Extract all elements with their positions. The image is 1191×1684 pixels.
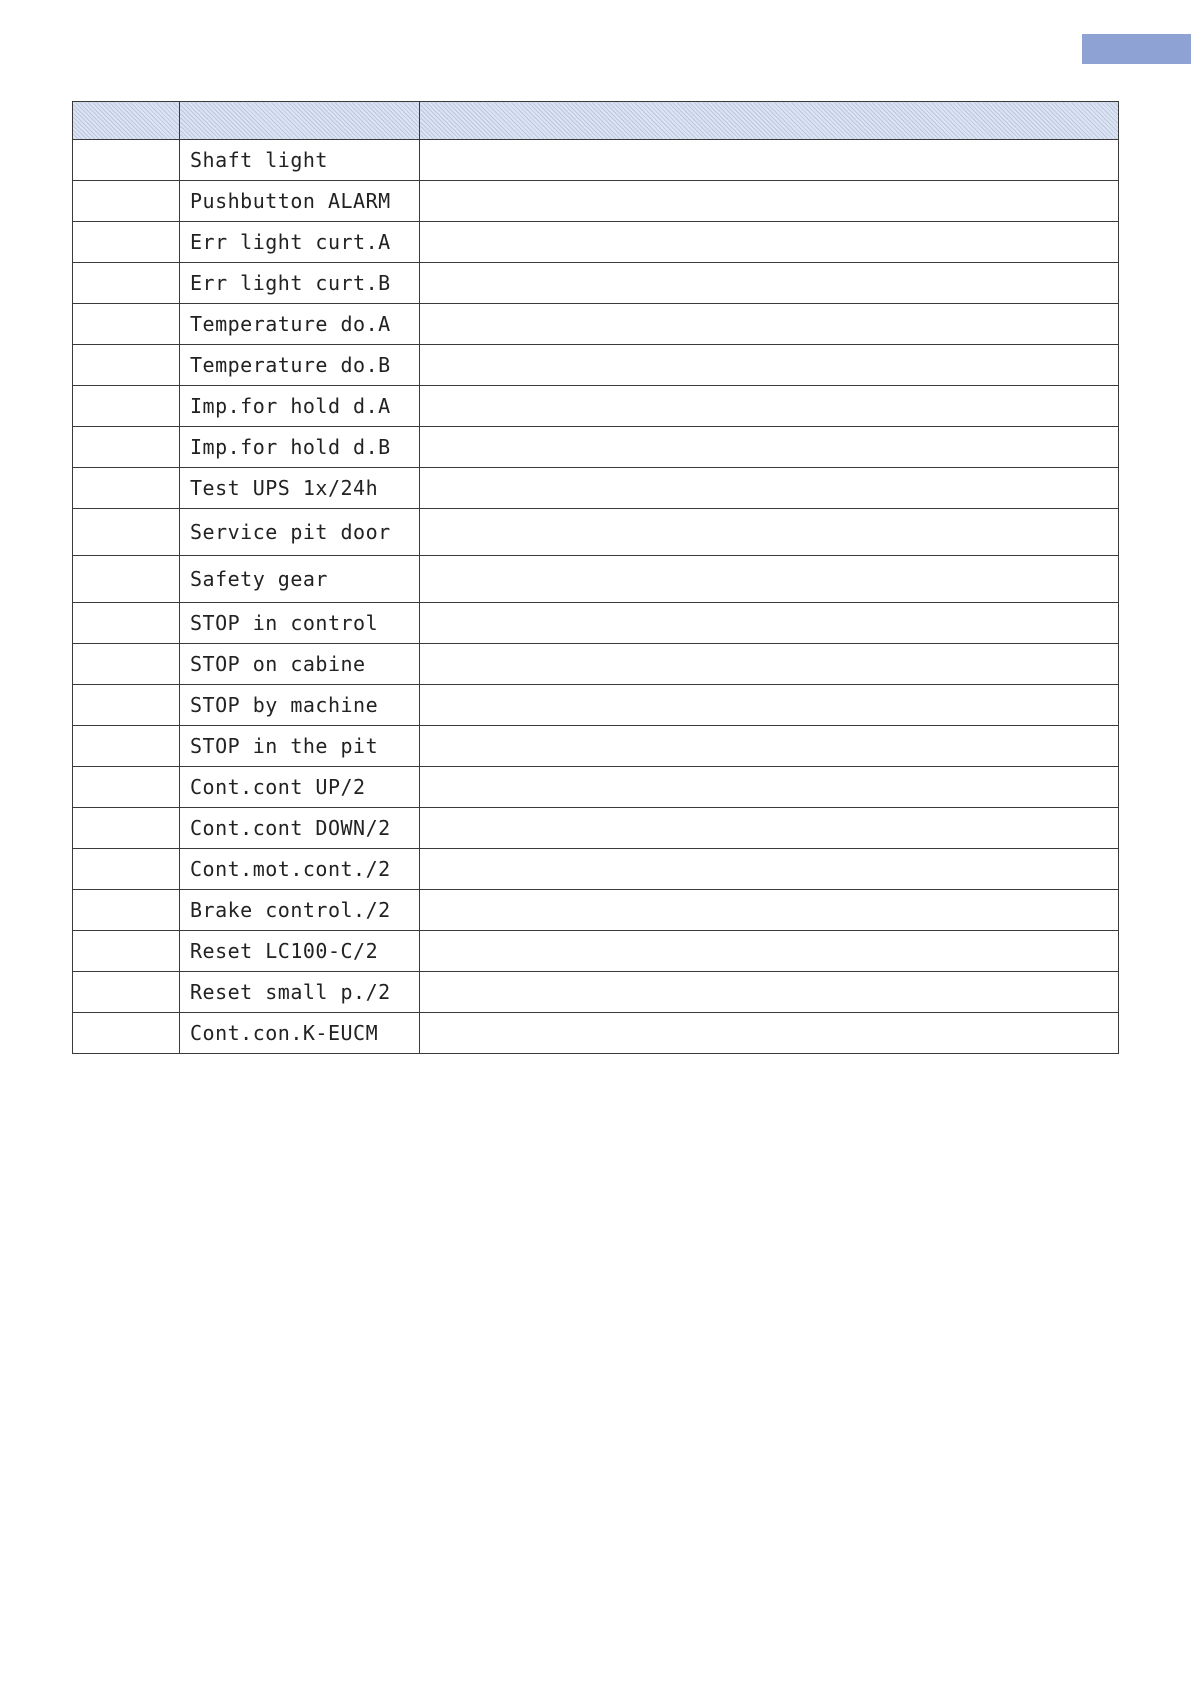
row-number-cell (73, 1013, 180, 1054)
row-description-cell (420, 263, 1119, 304)
table-row (73, 726, 1119, 767)
row-description-cell (420, 685, 1119, 726)
row-description-cell (420, 345, 1119, 386)
row-number-cell (73, 427, 180, 468)
row-number-cell (73, 263, 180, 304)
row-description-cell (420, 726, 1119, 767)
row-number-cell (73, 685, 180, 726)
row-description-cell (420, 181, 1119, 222)
row-name-cell: Imp.for hold d.A (180, 386, 420, 427)
row-number-cell (73, 140, 180, 181)
row-description-cell (420, 222, 1119, 263)
row-number-cell (73, 726, 180, 767)
io-function-table (72, 101, 1119, 1054)
table-row (73, 1013, 1119, 1054)
row-name-cell: Temperature do.A (180, 304, 420, 345)
table-row (73, 556, 1119, 603)
row-name-cell: Service pit door (180, 509, 420, 556)
row-name-cell: Imp.for hold d.B (180, 427, 420, 468)
row-name-cell: Safety gear (180, 556, 420, 603)
row-name-cell: Reset LC100-C/2 (180, 931, 420, 972)
table-row (73, 140, 1119, 181)
row-number-cell (73, 849, 180, 890)
row-name-cell: Pushbutton ALARM (180, 181, 420, 222)
row-number-cell (73, 931, 180, 972)
row-name-cell: Err light curt.A (180, 222, 420, 263)
page-section-tab (1082, 34, 1191, 64)
row-number-cell (73, 181, 180, 222)
row-number-cell (73, 468, 180, 509)
header-cell-number (73, 102, 180, 140)
header-cell-description (420, 102, 1119, 140)
row-description-cell (420, 304, 1119, 345)
row-description-cell (420, 603, 1119, 644)
row-description-cell (420, 849, 1119, 890)
table-row (73, 603, 1119, 644)
row-description-cell (420, 767, 1119, 808)
table-row (73, 808, 1119, 849)
row-name-cell: Temperature do.B (180, 345, 420, 386)
row-description-cell (420, 890, 1119, 931)
table-row (73, 972, 1119, 1013)
row-description-cell (420, 140, 1119, 181)
table-row (73, 427, 1119, 468)
row-number-cell (73, 345, 180, 386)
row-number-cell (73, 222, 180, 263)
row-number-cell (73, 644, 180, 685)
row-name-cell: STOP in the pit (180, 726, 420, 767)
row-name-cell: Test UPS 1x/24h (180, 468, 420, 509)
row-name-cell: Err light curt.B (180, 263, 420, 304)
row-number-cell (73, 603, 180, 644)
row-description-cell (420, 972, 1119, 1013)
row-number-cell (73, 556, 180, 603)
table-row (73, 849, 1119, 890)
row-number-cell (73, 890, 180, 931)
table-row (73, 468, 1119, 509)
table-row (73, 304, 1119, 345)
row-name-cell: Cont.cont DOWN/2 (180, 808, 420, 849)
row-description-cell (420, 468, 1119, 509)
table-row (73, 644, 1119, 685)
row-description-cell (420, 1013, 1119, 1054)
table-row (73, 685, 1119, 726)
row-description-cell (420, 931, 1119, 972)
row-name-cell: Shaft light (180, 140, 420, 181)
row-description-cell (420, 808, 1119, 849)
table-row (73, 767, 1119, 808)
row-name-cell: Brake control./2 (180, 890, 420, 931)
row-number-cell (73, 767, 180, 808)
table-row (73, 181, 1119, 222)
row-name-cell: Cont.con.K-EUCM (180, 1013, 420, 1054)
table-row (73, 931, 1119, 972)
table-row (73, 263, 1119, 304)
row-name-cell: STOP by machine (180, 685, 420, 726)
row-description-cell (420, 509, 1119, 556)
row-description-cell (420, 644, 1119, 685)
table-row (73, 345, 1119, 386)
row-description-cell (420, 427, 1119, 468)
row-number-cell (73, 386, 180, 427)
row-name-cell: Reset small p./2 (180, 972, 420, 1013)
table-header-row (73, 102, 1119, 140)
row-name-cell: STOP on cabine (180, 644, 420, 685)
row-name-cell: Cont.cont UP/2 (180, 767, 420, 808)
table-row (73, 509, 1119, 556)
row-number-cell (73, 304, 180, 345)
row-number-cell (73, 972, 180, 1013)
row-number-cell (73, 509, 180, 556)
header-cell-name (180, 102, 420, 140)
table-row (73, 890, 1119, 931)
row-description-cell (420, 556, 1119, 603)
row-number-cell (73, 808, 180, 849)
row-name-cell: Cont.mot.cont./2 (180, 849, 420, 890)
table-row (73, 386, 1119, 427)
row-name-cell: STOP in control (180, 603, 420, 644)
table-row (73, 222, 1119, 263)
row-description-cell (420, 386, 1119, 427)
